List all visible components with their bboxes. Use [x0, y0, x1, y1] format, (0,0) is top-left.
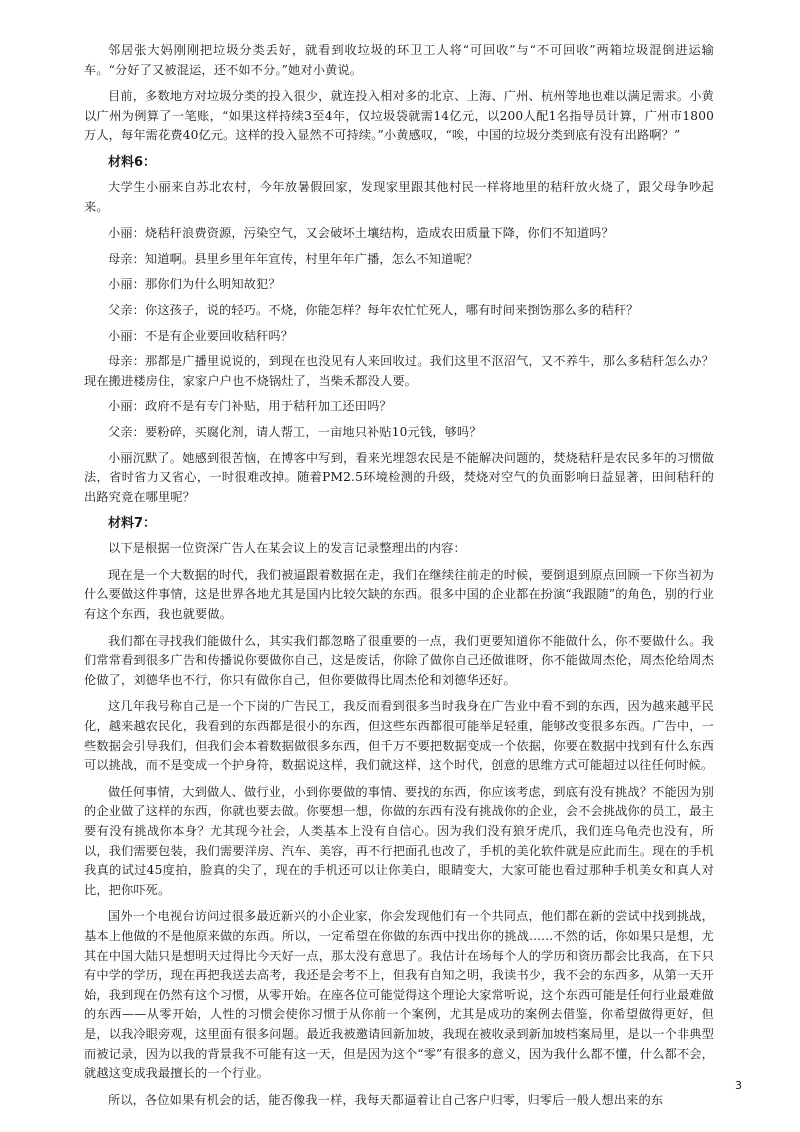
- material7-paragraph: 现在是一个大数据的时代，我们被逼跟着数据在走，我们在继续往前走的时候，要倒退到原点回顾一下你当初为什么要做这件事情，这是世界各地尤其是国内比较欠缺的东西。很多中国的企业都在扮演“我跟随”的角色，别的行业有这个东西，我也就要做。: [84, 567, 714, 622]
- material6-heading: 材料6：: [108, 154, 157, 170]
- material7-paragraph: 以下是根据一位资深广告人在某会议上的发言记录整理出的内容：: [108, 541, 466, 556]
- material6-intro: 大学生小丽来自苏北农村，今年放暑假回家，发现家里跟其他村民一样将地里的秸秆放火烧了，跟父母争吵起来。: [84, 179, 714, 214]
- dialogue-line: 小丽：烧秸秆浪费资源，污染空气，又会破坏土壤结构，造成农田质量下降，你们不知道吗？: [108, 226, 614, 241]
- dialogue-line: 母亲：知道啊。县里乡里年年宣传，村里年年广播，怎么不知道呢？: [108, 251, 479, 266]
- material7-paragraph: 国外一个电视台访问过很多最近新兴的小企业家，你会发现他们有一个共同点，他们都在新的尝试中找到挑战，基本上他做的不是他原来做的东西。所以，一定希望在你做的东西中找出你的挑战......不然的话，你如果只是想，尤其在中国大陆只是想明天过得比今天好一点，那太没有意思了。我估计在场每个人的学历和资历都会比我高，在下只有中学的学历，现在再把我送去高考，我还是会考不上，但我有自知之明，我读书少，我不会的东西多，从第一天开始，我到现在仍然有这个习惯，从零开始。在座各位可能觉得这个理论大家常听说，这个东西可能是任何行业最难做的东西——从零开始，人性的习惯会使你习惯于从你前一个案例，尤其是成功的案例去借鉴，你希望做得更好，但是，以我冷眼旁观，这里面有很多问题。最近我被邀请回新加坡，我现在被收录到新加坡档案局里，是以一个非典型而被记录，因为以我的背景我不可能有这一天，但是因为这个“零”有很多的意义，因为我什么都不懂，什么都不会，就越这变成我最擅长的一个行业。: [84, 909, 714, 1081]
- material7-paragraph: 做任何事情，大到做人、做行业，小到你要做的事情、要找的东西，你应该考虑，到底有没有挑战？不能因为别的企业做了这样的东西，你就也要去做。你要想一想，你做的东西有没有挑战你的企业，会不会挑战你的员工，最主要有没有挑战你本身？尤其现今社会，人类基本上没有自信心。因为我们没有狼牙虎爪，我们连乌龟壳也没有，所以，我们需要包装，我们需要洋房、汽车、美容，再不行把面孔也改了，手机的美化软件就是应此而生。现在的手机我真的试过45度拍，脸真的尖了，现在的手机还可以让你美白，眼睛变大，大家可能也看过那种手机美女和真人对比，把你吓死。: [84, 784, 714, 897]
- material6-closing: 小丽沉默了。她感到很苦恼，在博客中写到，看来光埋怨农民是不能解决问题的，焚烧秸秆是农民多年的习惯做法，省时省力又省心，一时很难改掉。随着PM2.5环境检测的升级，焚烧对空气的负面影响日益显著，田间秸秆的出路究竟在哪里呢？: [84, 450, 714, 504]
- dialogue-line: 小丽：政府不是有专门补贴，用于秸秆加工还田吗？: [108, 399, 392, 414]
- material7-paragraph: 所以，各位如果有机会的话，能否像我一样，我每天都逼着让自己客户归零，归零后一般人想出来的东: [108, 1092, 664, 1107]
- material7-heading: 材料7：: [108, 516, 157, 532]
- paragraph-investment: 目前，多数地方对垃圾分类的投入很少，就连投入相对多的北京、上海、广州、杭州等地也难以满足需求。小黄以广州为例算了一笔账，“如果这样持续3至4年，仅垃圾袋就需14亿元，以200人配1名指导员计算，广州市1800万人，每年需花费40亿元。这样的投入显然不可持续。”小黄感叹，“唉，中国的垃圾分类到底有没有出路啊？”: [84, 89, 714, 143]
- page-number: 3: [735, 1079, 742, 1092]
- material7-paragraph: 我们都在寻找我们能做什么，其实我们都忽略了很重要的一点，我们更要知道你不能做什么，你不要做什么。我们常常看到很多广告和传播说你要做你自己，这是废话，你除了做你自己还做谁呀，你不能做周杰伦，周杰伦给周杰伦做了，刘德华也不行，你只有做你自己，但你要做得比周杰伦和刘德华还好。: [84, 633, 714, 687]
- dialogue-line: 小丽：不是有企业要回收秸秆吗？: [108, 328, 294, 343]
- dialogue-line: 小丽：那你们为什么明知故犯？: [108, 277, 281, 292]
- dialogue-line: 父亲：要粉碎，买腐化剂，请人帮工，一亩地只补贴10元钱，够吗？: [108, 424, 482, 439]
- material7-paragraph: 这几年我号称自己是一个下岗的广告民工，我反而看到很多当时我身在广告业中看不到的东西，因为越来越平民化，越来越农民化，我看到的东西都是很小的东西，但这些东西都很可能举足轻重，能够改变很多东西。广告中，一些数据会引导我们，但我们会本着数据做很多东西，但千万不要把数据变成一个依据，你要在数据中找到有什么东西可以挑战，而不是变成一个护身符，数据说这样，我们就这样，这个时代，创意的思维方式可能超过以往任何时候。: [84, 699, 714, 773]
- paragraph-neighbor: 邻居张大妈刚刚把垃圾分类丢好，就看到收垃圾的环卫工人将“可回收”与“不可回收”两箱垃圾混倒进运输车。“分好了又被混运，还不如不分。”她对小黄说。: [84, 43, 714, 77]
- page-content: [84, 41, 714, 1117]
- dialogue-line: 母亲：那都是广播里说说的，到现在也没见有人来回收过。我们这里不沤沼气，又不养牛，那么多秸秆怎么办？现在搬进楼房住，家家户户也不烧锅灶了，当柴禾都没人要。: [84, 354, 714, 388]
- dialogue-line: 父亲：你这孩子，说的轻巧。不烧，你能怎样？每年农忙忙死人，哪有时间来捯饬那么多的秸秆？: [108, 302, 639, 317]
